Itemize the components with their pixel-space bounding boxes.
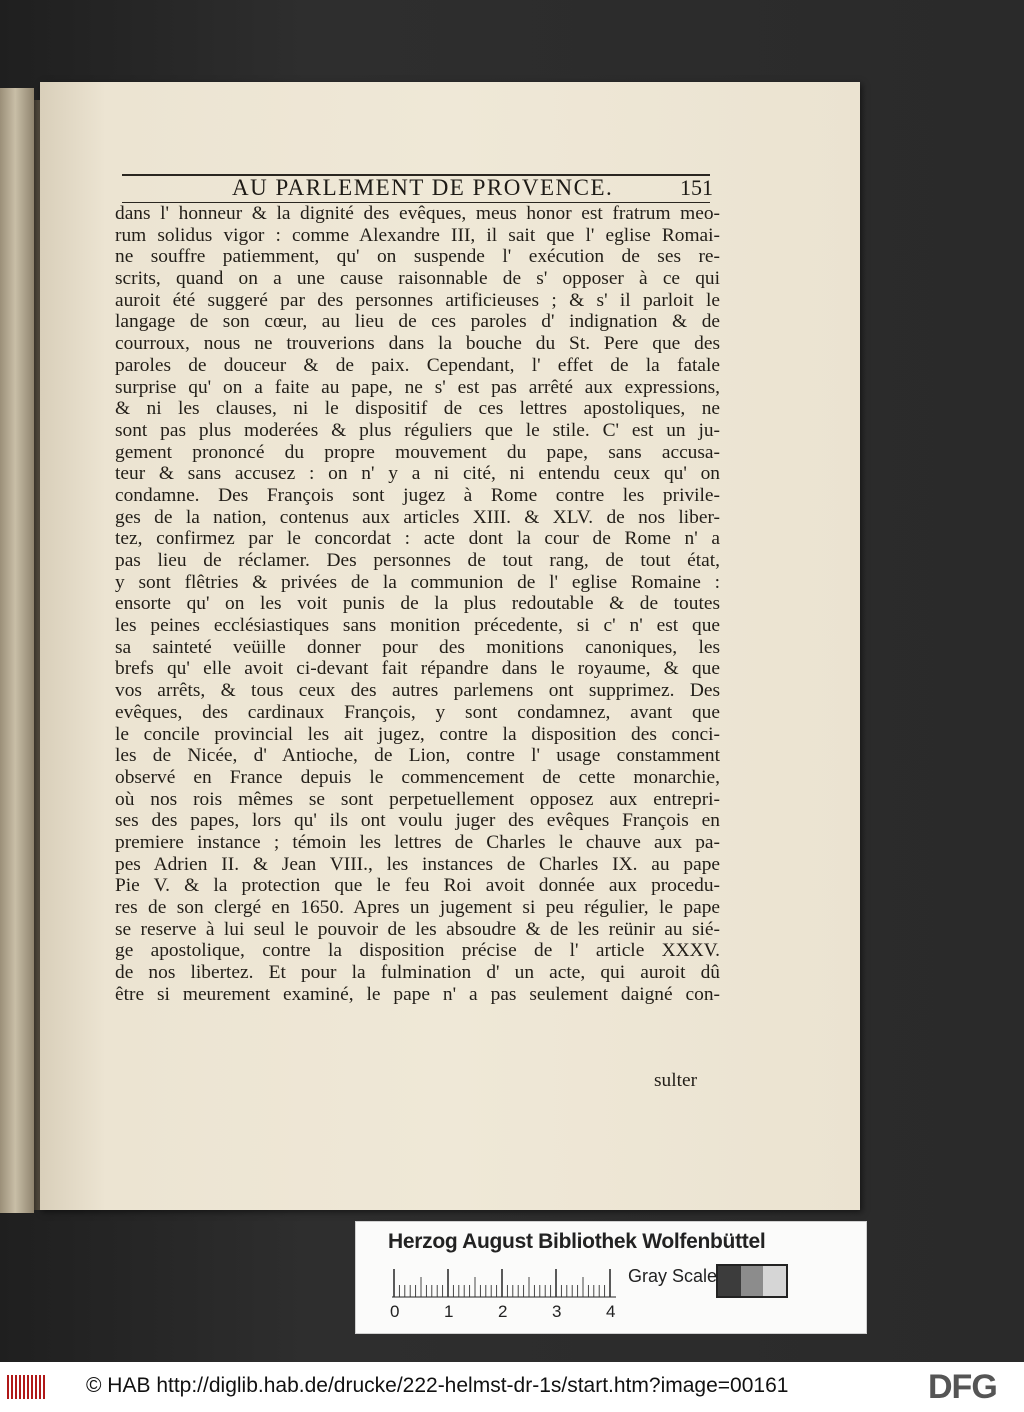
gray-scale-swatches: [716, 1264, 788, 1298]
text-line: ges de la nation, contenus aux articles XIII. & XLV. de nos liber-: [115, 506, 720, 528]
text-line: ses des papes, lors qu' ils ont voulu juger des evêques François en: [115, 810, 720, 832]
ruler-number: 4: [606, 1302, 616, 1321]
text-line: les de Nicée, d' Antioche, de Lion, contre l' usage constamment: [115, 745, 720, 767]
text-line: Pie V. & la protection que le feu Roi avoit donnée aux procedu-: [115, 875, 720, 897]
ruler-scale: [392, 1268, 616, 1298]
text-line: scrits, quand on a une cause raisonnable de s' opposer à ce qui: [115, 268, 720, 290]
text-line: les peines ecclésiastiques sans monition précedente, si c' n' est que: [115, 615, 720, 637]
ruler-number: 2: [498, 1302, 508, 1321]
text-line: sa sainteté veüille donner pour des monitions canoniques, les: [115, 636, 720, 658]
text-line: gement prononcé du propre mouvement du pape, sans accusa-: [115, 441, 720, 463]
text-line: sont pas plus moderées & plus réguliers que le stile. C' est un ju-: [115, 419, 720, 441]
text-line: de nos libertez. Et pour la fulmination d' un acte, qui auroit dû: [115, 962, 720, 984]
text-line: premiere instance ; témoin les lettres de Charles le chauve aux pa-: [115, 831, 720, 853]
page-body-text: [115, 203, 720, 1005]
text-line: ne souffre patiemment, qu' on suspende l' exécution de ses re-: [115, 246, 720, 268]
text-line: teur & sans accusez : on n' y a ni cité, ni entendu ceux qu' on: [115, 463, 720, 485]
copyright-link[interactable]: © HAB http://diglib.hab.de/drucke/222-helmst-dr-1s/start.htm?image=00161: [86, 1374, 789, 1397]
text-line: courroux, nous ne trouverions dans la bouche du St. Pere que des: [115, 333, 720, 355]
gray-scale-label: Gray Scale: [628, 1266, 718, 1286]
dfg-logo: DFG: [928, 1368, 997, 1406]
text-line: vos arrêts, & tous ceux des autres parlemens ont supprimez. Des: [115, 680, 720, 702]
text-line: evêques, des cardinaux François, y sont condamnez, avant que: [115, 701, 720, 723]
text-line: observé en France depuis le commencement de cette monarchie,: [115, 766, 720, 788]
text-line: condamne. Des François sont jugez à Rome contre les privile-: [115, 484, 720, 506]
book-page-edges: [0, 88, 34, 1213]
gray-swatch: [741, 1266, 764, 1296]
text-line: être si meurement examiné, le pape n' a pas seulement daigné con-: [115, 983, 720, 1005]
text-line: ge apostolique, contre la disposition précise de l' article XXXV.: [115, 940, 720, 962]
library-name: Herzog August Bibliothek Wolfenbüttel: [388, 1230, 766, 1253]
text-line: auroit été suggeré par des personnes artificieuses ; & s' il parloit le: [115, 289, 720, 311]
hab-logo-icon: [6, 1372, 46, 1402]
ruler-number: 0: [390, 1302, 400, 1321]
text-line: pes Adrien II. & Jean VIII., les instances de Charles IX. au pape: [115, 853, 720, 875]
catchword: sulter: [654, 1070, 698, 1091]
text-line: rum solidus vigor : comme Alexandre III, il sait que l' eglise Romai-: [115, 224, 720, 246]
ruler-number: 1: [444, 1302, 454, 1321]
library-label-card: [355, 1221, 867, 1334]
text-line: où nos rois mêmes se sont perpetuellement opposez aux entrepri-: [115, 788, 720, 810]
text-line: brefs qu' elle avoit ci-devant fait répandre dans le royaume, & que: [115, 658, 720, 680]
text-line: se reserve à lui seul le pouvoir de les absoudre & de les reünir au sié-: [115, 918, 720, 940]
gray-swatch: [718, 1266, 741, 1296]
text-line: paroles de douceur & de paix. Cependant, l' effet de la fatale: [115, 354, 720, 376]
text-line: surprise qu' on a faite au pape, ne s' est pas arrêté aux expressions,: [115, 376, 720, 398]
text-line: y sont flêtries & privées de la communion de l' eglise Romaine :: [115, 571, 720, 593]
text-line: dans l' honneur & la dignité des evêques, meus honor est fratrum meo-: [115, 203, 720, 224]
text-line: le concile provincial les ait jugez, contre la disposition des conci-: [115, 723, 720, 745]
page-number: 151: [680, 175, 713, 200]
footer-bar: [0, 1362, 1024, 1412]
text-line: & ni les clauses, ni le dispositif de ces lettres apostoliques, ne: [115, 398, 720, 420]
text-line: langage de son cœur, au lieu de ces paroles d' indignation & de: [115, 311, 720, 333]
ruler-number: 3: [552, 1302, 562, 1321]
text-line: res de son clergé en 1650. Apres un jugement si peu régulier, le pape: [115, 897, 720, 918]
gray-swatch: [763, 1266, 786, 1296]
text-line: ensorte qu' on les voit punis de la plus redoutable & de toutes: [115, 593, 720, 615]
running-head: AU PARLEMENT DE PROVENCE.: [232, 175, 614, 200]
text-line: tez, confirmez par le concordat : acte dont la cour de Rome n' a: [115, 528, 720, 550]
text-line: pas lieu de réclamer. Des personnes de tout rang, de tout état,: [115, 550, 720, 571]
